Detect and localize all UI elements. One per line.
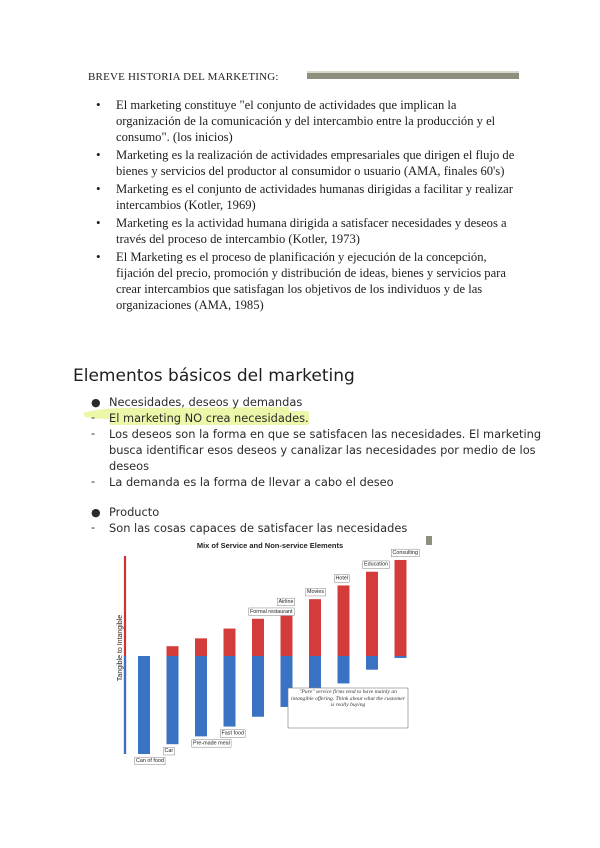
- dash-deseos-3: deseos: [109, 459, 150, 473]
- bar-tangible: [195, 656, 207, 736]
- bar-tangible: [224, 656, 236, 727]
- bullet-dot: ●: [91, 396, 101, 409]
- category-label: Formal restaurant: [250, 608, 293, 615]
- bar-intangible: [366, 572, 378, 656]
- chart-annotation: "Pure" service firms tend to have mainly an intangible offering. Think about what the customer is really buying: [291, 689, 405, 709]
- dash-deseos-2: busca identificar esos deseos y canalizar las necesidades por medio de los: [109, 443, 536, 457]
- category-label: Education: [364, 561, 388, 568]
- definition-item: • Marketing es el conjunto de actividades humanas dirigidas a facilitar y realizar intercambios (Kotler, 1969): [96, 181, 516, 213]
- dash-mark: -: [91, 410, 96, 424]
- definition-item: • El marketing constituye "el conjunto de actividades que implican la organización de la comunicación y del intercambio entre la producción y el consumo". (los inicios): [96, 97, 516, 146]
- category-label: Fast food: [221, 730, 244, 737]
- category-label: Car: [164, 748, 174, 755]
- dash-mark: -: [91, 426, 96, 440]
- definition-item: • Marketing es la actividad humana dirigida a satisfacer necesidades y deseos a través del proceso de intercambio (Kotler, 1973): [96, 215, 516, 247]
- dash-no-crea: [109, 410, 309, 426]
- dash-demanda: La demanda es la forma de llevar a cabo el deseo: [109, 475, 394, 489]
- bullet-needs: Necesidades, deseos y demandas: [109, 395, 303, 409]
- bullet-producto: Producto: [109, 505, 160, 519]
- definition-item: • El Marketing es el proceso de planificación y ejecución de la concepción, fijación del precio, promoción y distribución de ideas, bienes y servicios para crear intercambios que satisfagan los objetivos de los individuos y de las organizaciones (AMA, 1985): [96, 249, 516, 314]
- bar-intangible: [281, 609, 293, 656]
- bar-tangible: [395, 656, 407, 658]
- scan-decor-bar: [307, 71, 519, 79]
- bar-intangible: [309, 599, 321, 656]
- bar-tangible: [138, 656, 150, 754]
- bar-tangible: [252, 656, 264, 717]
- bar-tangible: [167, 656, 179, 744]
- bar-intangible: [224, 629, 236, 656]
- dash-mark: -: [91, 520, 96, 534]
- dash-mark: -: [91, 474, 96, 488]
- bar-intangible: [167, 646, 179, 656]
- bar-tangible: [366, 656, 378, 670]
- corner-decor: [426, 536, 432, 545]
- service-mix-chart: [108, 536, 432, 764]
- bar-intangible: [252, 619, 264, 656]
- category-label: Hotel: [335, 575, 349, 582]
- scan-heading: BREVE HISTORIA DEL MARKETING:: [88, 71, 279, 83]
- bar-intangible: [395, 560, 407, 656]
- category-label: Pre-made meal: [193, 740, 230, 747]
- category-label: Airline: [278, 598, 294, 605]
- dash-cosas: Son las cosas capaces de satisfacer las necesidades: [109, 521, 408, 535]
- dash-deseos-1: Los deseos son la forma en que se satisfacen las necesidades. El marketing: [109, 427, 542, 441]
- section-title: Elementos básicos del marketing: [73, 366, 355, 386]
- definitions-list: [96, 97, 516, 315]
- bar-tangible: [338, 656, 350, 683]
- chart-title: Mix of Service and Non-service Elements: [196, 541, 344, 550]
- bar-intangible: [195, 638, 207, 656]
- definition-item: • Marketing es la realización de actividades empresariales que dirigen el flujo de bienes y servicios del productor al consumidor o usuario (AMA, finales 60's): [96, 147, 516, 179]
- chart-y-label: Tangible to Intangible: [117, 614, 124, 682]
- category-label: Consulting: [392, 549, 418, 556]
- highlighted-text: El marketing NO crea necesidades.: [109, 411, 309, 425]
- category-label: Movies: [307, 589, 325, 596]
- bullet-dot: ●: [91, 506, 101, 519]
- category-label: Can of food: [136, 758, 164, 764]
- bar-intangible: [338, 585, 350, 656]
